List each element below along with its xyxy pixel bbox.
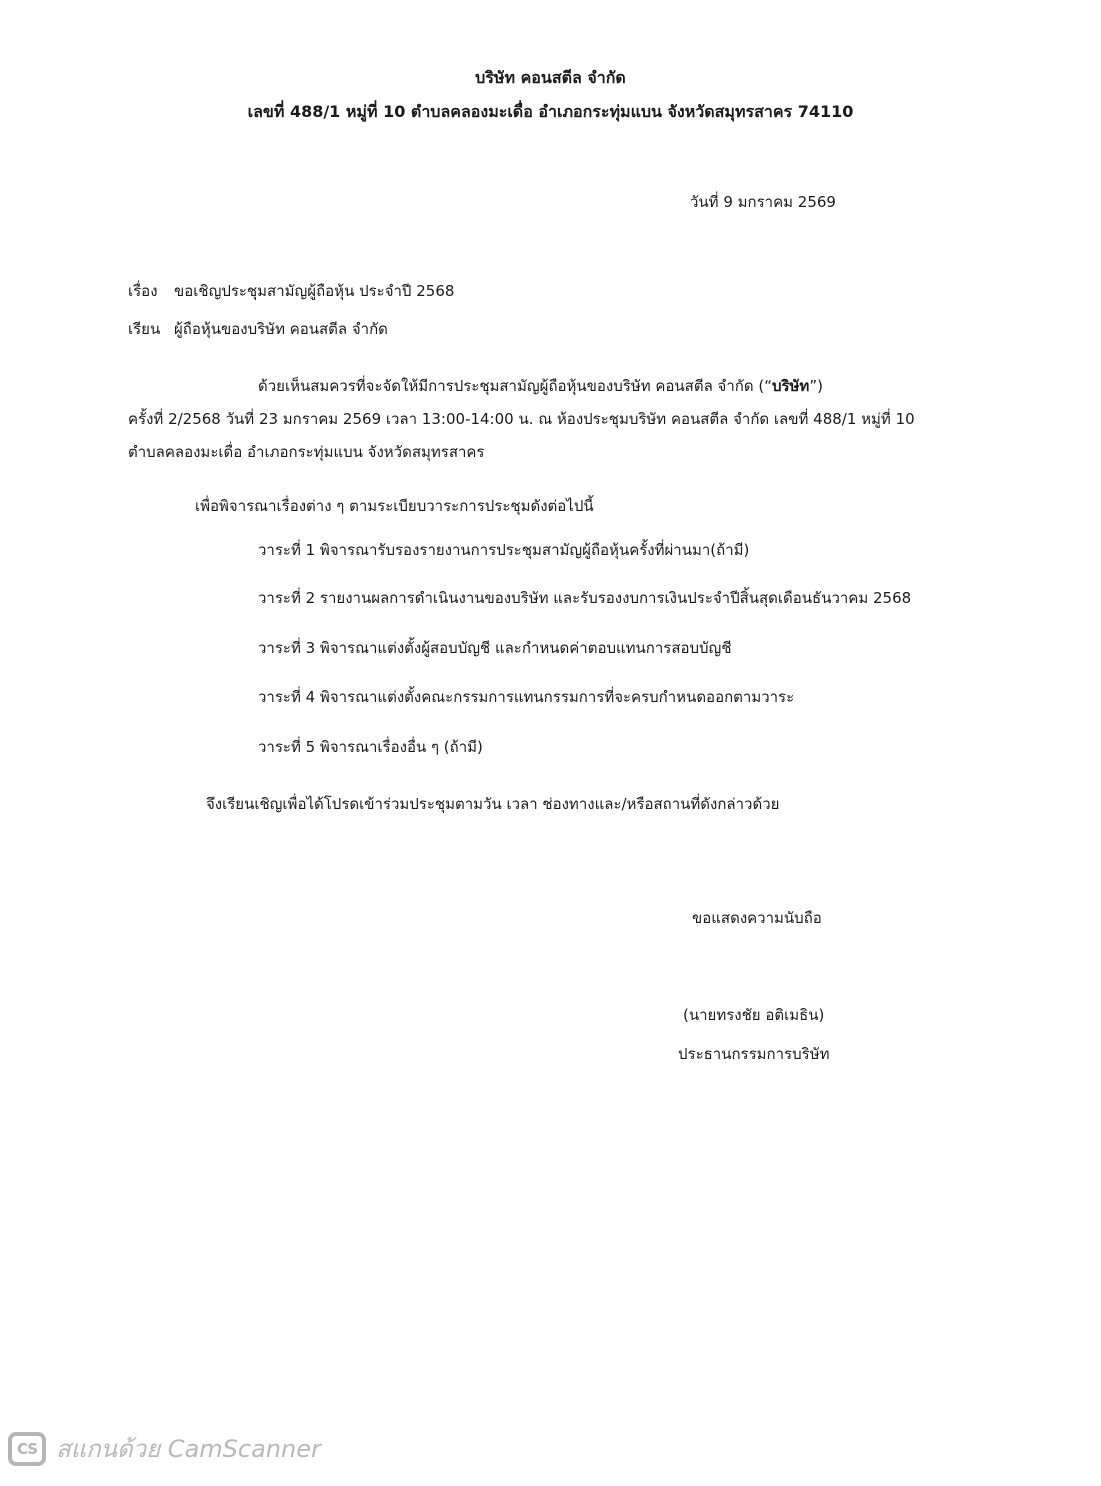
recipient-line — [128, 317, 388, 341]
subject-label: เรื่อง — [128, 282, 158, 300]
letter-date: วันที่ 9 มกราคม 2569 — [690, 193, 836, 211]
recipient-label: เรียน — [128, 320, 161, 338]
camscanner-logo-icon: CS — [8, 1432, 46, 1466]
company-name: บริษัท คอนสตีล จำกัด — [475, 68, 626, 87]
body-paragraph-line-3: ตำบลคลองมะเดื่อ อำเภอกระทุ่มแบน จังหวัดสมุทรสาคร — [128, 443, 485, 461]
signatory-position: ประธานกรรมการบริษัท — [678, 1045, 830, 1063]
agenda-item: วาระที่ 1 พิจารณารับรองรายงานการประชุมสามัญผู้ถือหุ้นครั้งที่ผ่านมา(ถ้ามี) — [258, 541, 750, 559]
agenda-item: วาระที่ 2 รายงานผลการดำเนินงานของบริษัท และรับรองงบการเงินประจำปีสิ้นสุดเดือนธันวาคม 2568 — [258, 589, 912, 607]
recipient-text: ผู้ถือหุ้นของบริษัท คอนสตีล จำกัด — [174, 320, 388, 338]
camscanner-watermark — [8, 1429, 321, 1468]
agenda-intro: เพื่อพิจารณาเรื่องต่าง ๆ ตามระเบียบวาระการประชุมดังต่อไปนี้ — [195, 497, 594, 515]
body-line-1-post: ”) — [809, 377, 823, 395]
body-paragraph-line-1 — [258, 374, 823, 398]
agenda-item: วาระที่ 3 พิจารณาแต่งตั้งผู้สอบบัญชี และกำหนดค่าตอบแทนการสอบบัญชี — [258, 639, 732, 657]
body-line-1-pre: ด้วยเห็นสมควรที่จะจัดให้มีการประชุมสามัญผู้ถือหุ้นของบริษัท คอนสตีล จำกัด (“ — [258, 377, 772, 395]
subject-text: ขอเชิญประชุมสามัญผู้ถือหุ้น ประจำปี 2568 — [174, 282, 455, 300]
closing-sentence: จึงเรียนเชิญเพื่อได้โปรดเข้าร่วมประชุมตามวัน เวลา ช่องทางและ/หรือสถานที่ดังกล่าวด้วย — [206, 795, 780, 813]
agenda-item: วาระที่ 5 พิจารณาเรื่องอื่น ๆ (ถ้ามี) — [258, 738, 483, 756]
company-address: เลขที่ 488/1 หมู่ที่ 10 ตำบลคลองมะเดื่อ อำเภอกระทุ่มแบน จังหวัดสมุทรสาคร 74110 — [247, 102, 854, 121]
body-line-1-bold: บริษัท — [771, 377, 810, 395]
body-paragraph-line-2: ครั้งที่ 2/2568 วันที่ 23 มกราคม 2569 เวลา 13:00-14:00 น. ณ ห้องประชุมบริษัท คอนสตีล จำกัด เลขที่ 488/1 หมู่ที่ 10 — [128, 410, 915, 428]
signatory-name: (นายทรงชัย อติเมธิน) — [683, 1006, 825, 1024]
regards: ขอแสดงความนับถือ — [692, 909, 822, 927]
agenda-item: วาระที่ 4 พิจารณาแต่งตั้งคณะกรรมการแทนกรรมการที่จะครบกำหนดออกตามวาระ — [258, 688, 795, 706]
watermark-text: สแกนด้วย CamScanner — [56, 1435, 321, 1463]
subject-line — [128, 279, 454, 303]
